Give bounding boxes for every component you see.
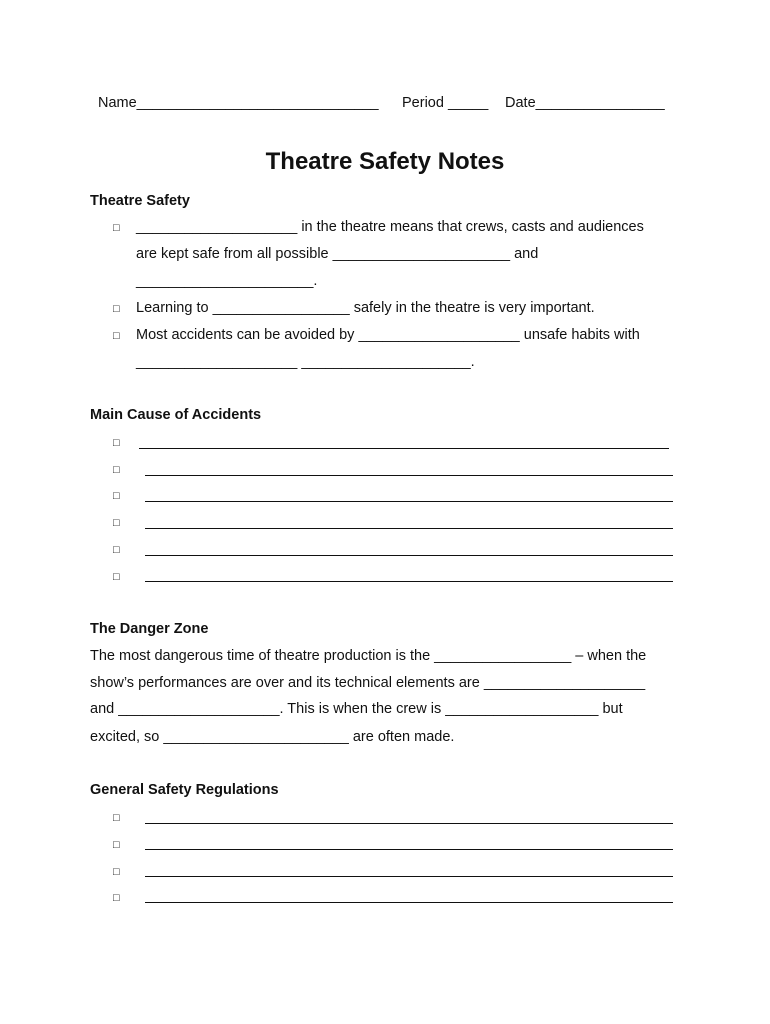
bullet-box-icon: □ xyxy=(113,839,120,851)
bullet-box-icon: □ xyxy=(113,892,120,904)
date-field-label: Date________________ xyxy=(505,95,665,111)
bullet-box-icon: □ xyxy=(113,866,120,878)
section-heading-theatre-safety: Theatre Safety xyxy=(90,193,190,209)
section-heading-danger-zone: The Danger Zone xyxy=(90,621,209,637)
danger-zone-line-1: The most dangerous time of theatre production is the _________________ – when the xyxy=(90,648,647,664)
section-heading-main-cause: Main Cause of Accidents xyxy=(90,407,262,423)
answer-line xyxy=(145,823,673,824)
theatre-safety-line-2: are kept safe from all possible ______________________ and xyxy=(136,246,539,262)
page-title: Theatre Safety Notes xyxy=(265,148,505,175)
danger-zone-line-4: excited, so _______________________ are often made. xyxy=(90,729,455,745)
bullet-box-icon: □ xyxy=(113,222,120,234)
period-field-label: Period _____ xyxy=(402,95,489,111)
bullet-box-icon: □ xyxy=(113,464,120,476)
bullet-box-icon: □ xyxy=(113,330,120,342)
bullet-box-icon: □ xyxy=(113,544,120,556)
name-field-label: Name______________________________ xyxy=(98,95,379,111)
answer-line xyxy=(145,876,673,877)
danger-zone-line-3: and ____________________. This is when the crew is ___________________ but xyxy=(90,701,623,717)
theatre-safety-line-5: Most accidents can be avoided by ____________________ unsafe habits with xyxy=(136,327,640,343)
bullet-box-icon: □ xyxy=(113,437,120,449)
section-heading-general-regulations: General Safety Regulations xyxy=(90,782,279,798)
bullet-box-icon: □ xyxy=(113,571,120,583)
theatre-safety-line-1: ____________________ in the theatre means that crews, casts and audiences xyxy=(136,219,644,235)
answer-line xyxy=(145,501,673,502)
answer-line xyxy=(145,528,673,529)
bullet-box-icon: □ xyxy=(113,517,120,529)
answer-line xyxy=(139,448,669,449)
theatre-safety-line-6: ____________________ _____________________. xyxy=(136,354,475,370)
answer-line xyxy=(145,555,673,556)
bullet-box-icon: □ xyxy=(113,303,120,315)
answer-line xyxy=(145,849,673,850)
answer-line xyxy=(145,581,673,582)
bullet-box-icon: □ xyxy=(113,490,120,502)
theatre-safety-line-3: ______________________. xyxy=(136,273,318,289)
danger-zone-line-2: show’s performances are over and its technical elements are ____________________ xyxy=(90,675,646,691)
answer-line xyxy=(145,902,673,903)
answer-line xyxy=(145,475,673,476)
theatre-safety-line-4: Learning to _________________ safely in the theatre is very important. xyxy=(136,300,595,316)
bullet-box-icon: □ xyxy=(113,812,120,824)
